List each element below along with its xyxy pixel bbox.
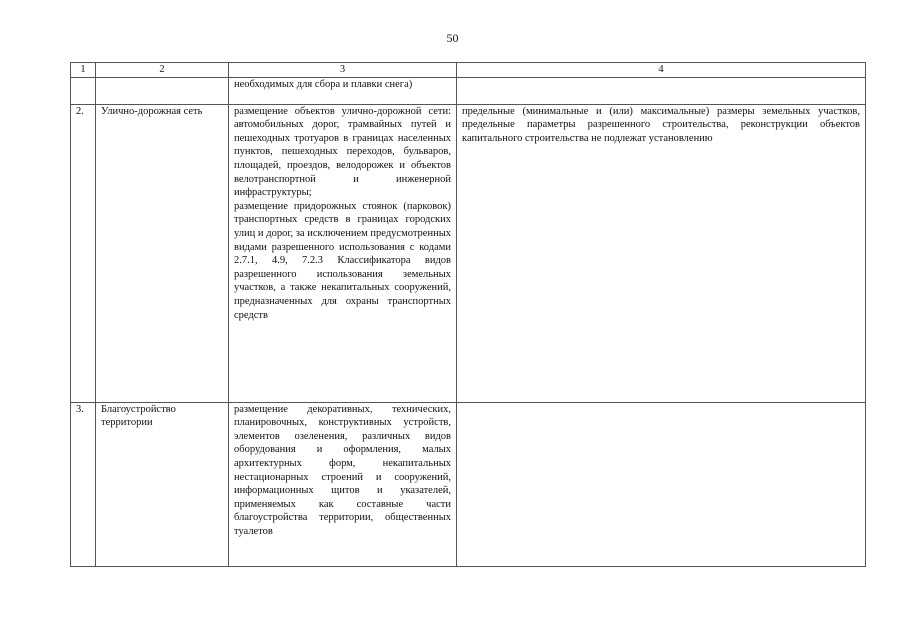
- row-number: 3.: [71, 402, 96, 566]
- header-cell-1: 1: [71, 63, 96, 78]
- row-name: Благоустройство территории: [96, 402, 229, 566]
- header-cell-2: 2: [96, 63, 229, 78]
- page-number: 50: [446, 31, 459, 45]
- row-name: Улично-дорожная сеть: [96, 104, 229, 402]
- row-parameters: предельные (минимальные и (или) максимальные) размеры земельных участков, предельные параметры разрешенного строительства, реконструкции объектов капитального строительства не подлежат установлению: [457, 104, 866, 402]
- row-description: размещение объектов улично-дорожной сети: автомобильных дорог, трамвайных путей и пешеходных тротуаров в границах населенных пунктов, пешеходных переходов, бульваров, площадей, проездов, велодорожек и объектов велотранспортной и инженерной инфраструктуры; размещение придорожных стоянок (парковок) транспортных средств в границах городских улиц и дорог, за исключением предусмотренных видами разрешенного использования с кодами 2.7.1, 4.9, 7.2.3 Классификатора видов разрешенного использования земельных участков, а также некапитальных сооружений, предназначенных для охраны транспортных средств: [229, 104, 457, 402]
- row-number: [71, 77, 96, 104]
- row-description: размещение декоративных, технических, планировочных, конструктивных устройств, элементов озеленения, различных видов оборудования и оформления, малых архитектурных форм, некапитальных нестационарных строений и сооружений, информационных щитов и указателей, применяемых как составные части благоустройства территории, общественных туалетов: [229, 402, 457, 566]
- row-parameters: [457, 402, 866, 566]
- row-parameters: [457, 77, 866, 104]
- table-header-row: [71, 63, 866, 78]
- land-use-table: [70, 62, 866, 567]
- table-row: [71, 104, 866, 402]
- table-row: [71, 402, 866, 566]
- table-row: [71, 77, 866, 104]
- header-cell-4: 4: [457, 63, 866, 78]
- row-description: необходимых для сбора и плавки снега): [229, 77, 457, 104]
- row-name: [96, 77, 229, 104]
- header-cell-3: 3: [229, 63, 457, 78]
- row-number: 2.: [71, 104, 96, 402]
